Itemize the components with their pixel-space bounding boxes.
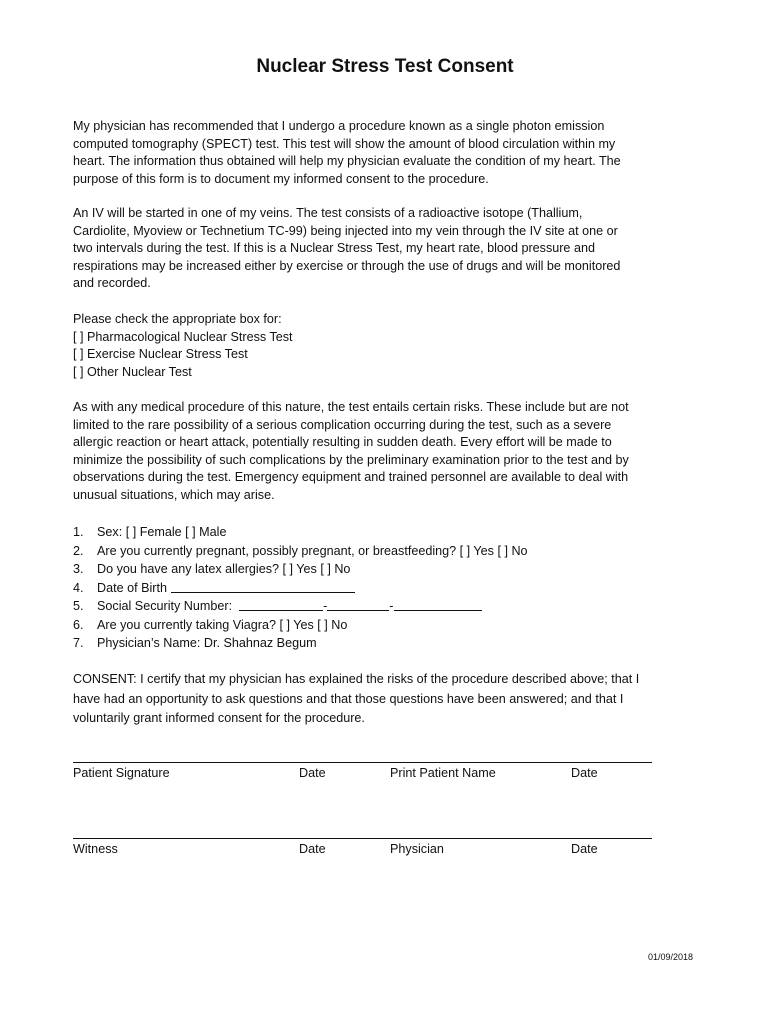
question-text: Are you currently taking Viagra? [ ] Yes [ ] No bbox=[97, 617, 348, 632]
question-ssn bbox=[73, 597, 698, 616]
intro-paragraph bbox=[73, 118, 698, 188]
text-line: and recorded. bbox=[73, 276, 151, 291]
risks-paragraph bbox=[73, 399, 698, 505]
ssn-separator: - bbox=[389, 599, 394, 613]
print-patient-name-label: Print Patient Name bbox=[390, 766, 496, 780]
question-number: 7. bbox=[73, 636, 84, 650]
text-line: allergic reaction or heart attack, potentially resulting in sudden death. Every effort will be made to bbox=[73, 435, 612, 450]
question-sex[interactable] bbox=[73, 523, 698, 542]
text-line: CONSENT: I certify that my physician has explained the risks of the procedure described above; that I bbox=[73, 672, 640, 686]
witness-signature-line[interactable] bbox=[73, 838, 652, 839]
question-text: Do you have any latex allergies? [ ] Yes [ ] No bbox=[97, 562, 351, 576]
text-line: computed tomography (SPECT) test. This test will show the amount of blood circulation within my bbox=[73, 136, 616, 151]
checkbox-pharmacological[interactable]: [ ] Pharmacological Nuclear Stress Test bbox=[73, 329, 293, 344]
patient-signature-line[interactable] bbox=[73, 762, 652, 763]
question-number: 3. bbox=[73, 562, 84, 576]
checkbox-exercise[interactable]: [ ] Exercise Nuclear Stress Test bbox=[73, 347, 248, 362]
patient-date-label: Date bbox=[299, 766, 326, 780]
text-line: two intervals during the test. If this is a Nuclear Stress Test, my heart rate, blood pressure and bbox=[73, 241, 595, 256]
question-number: 6. bbox=[73, 617, 84, 632]
text-line: unusual situations, which may arise. bbox=[73, 487, 275, 502]
witness-label: Witness bbox=[73, 842, 118, 856]
text-line: purpose of this form is to document my informed consent to the procedure. bbox=[73, 171, 489, 186]
checklist-instruction: Please check the appropriate box for: bbox=[73, 312, 282, 326]
consent-statement bbox=[73, 670, 698, 729]
text-line: Cardiolite, Myoview or Technetium TC-99) being injected into my vein through the IV site at one or bbox=[73, 223, 618, 238]
text-line: minimize the possibility of such complications by the preliminary examination prior to the test and by bbox=[73, 452, 629, 467]
page-title: Nuclear Stress Test Consent bbox=[256, 56, 514, 77]
witness-date-label: Date bbox=[299, 842, 326, 856]
text-line: have had an opportunity to ask questions and that those questions have been answered; and that I bbox=[73, 691, 624, 706]
question-physician bbox=[73, 634, 698, 653]
print-name-date-label: Date bbox=[571, 766, 598, 780]
questionnaire bbox=[73, 523, 698, 653]
question-text: Are you currently pregnant, possibly pregnant, or breastfeeding? [ ] Yes [ ] No bbox=[97, 543, 528, 558]
question-dob bbox=[73, 579, 698, 598]
footer-date: 01/09/2018 bbox=[648, 952, 694, 962]
question-pregnant[interactable] bbox=[73, 542, 698, 561]
question-latex[interactable] bbox=[73, 560, 698, 579]
text-line: limited to the rare possibility of a serious complication occurring during the test, such as a severe bbox=[73, 417, 612, 432]
checkbox-other[interactable]: [ ] Other Nuclear Test bbox=[73, 364, 192, 379]
question-viagra[interactable] bbox=[73, 616, 698, 635]
ssn-field-part2[interactable] bbox=[327, 597, 389, 611]
physician-label: Physician bbox=[390, 842, 444, 856]
physician-date-label: Date bbox=[571, 842, 598, 856]
ssn-field-part1[interactable] bbox=[239, 597, 323, 611]
text-line: voluntarily grant informed consent for the procedure. bbox=[73, 711, 365, 725]
question-number: 5. bbox=[73, 599, 84, 613]
question-number: 1. bbox=[73, 525, 84, 539]
procedure-paragraph bbox=[73, 205, 698, 293]
question-text: Sex: [ ] Female [ ] Male bbox=[97, 525, 227, 539]
question-number: 4. bbox=[73, 580, 84, 595]
dob-field[interactable] bbox=[171, 579, 355, 593]
question-text: Date of Birth bbox=[97, 580, 171, 595]
question-text: Social Security Number: bbox=[97, 599, 240, 613]
text-line: My physician has recommended that I undergo a procedure known as a single photon emission bbox=[73, 119, 605, 133]
question-text: Physician’s Name: Dr. Shahnaz Begum bbox=[97, 636, 317, 650]
ssn-field-part3[interactable] bbox=[394, 597, 482, 611]
text-line: observations during the test. Emergency equipment and trained personnel are available to deal with bbox=[73, 470, 629, 485]
ssn-separator: - bbox=[323, 599, 328, 613]
patient-signature-label: Patient Signature bbox=[73, 766, 170, 780]
text-line: As with any medical procedure of this nature, the test entails certain risks. These include but are not bbox=[73, 400, 629, 414]
text-line: An IV will be started in one of my veins. The test consists of a radioactive isotope (Thallium, bbox=[73, 206, 583, 220]
test-type-checklist bbox=[73, 311, 698, 381]
text-line: respirations may be increased either by exercise or through the use of drugs and will be monitored bbox=[73, 258, 621, 273]
text-line: heart. The information thus obtained will help my physician evaluate the condition of my heart. The bbox=[73, 154, 621, 169]
question-number: 2. bbox=[73, 543, 84, 558]
